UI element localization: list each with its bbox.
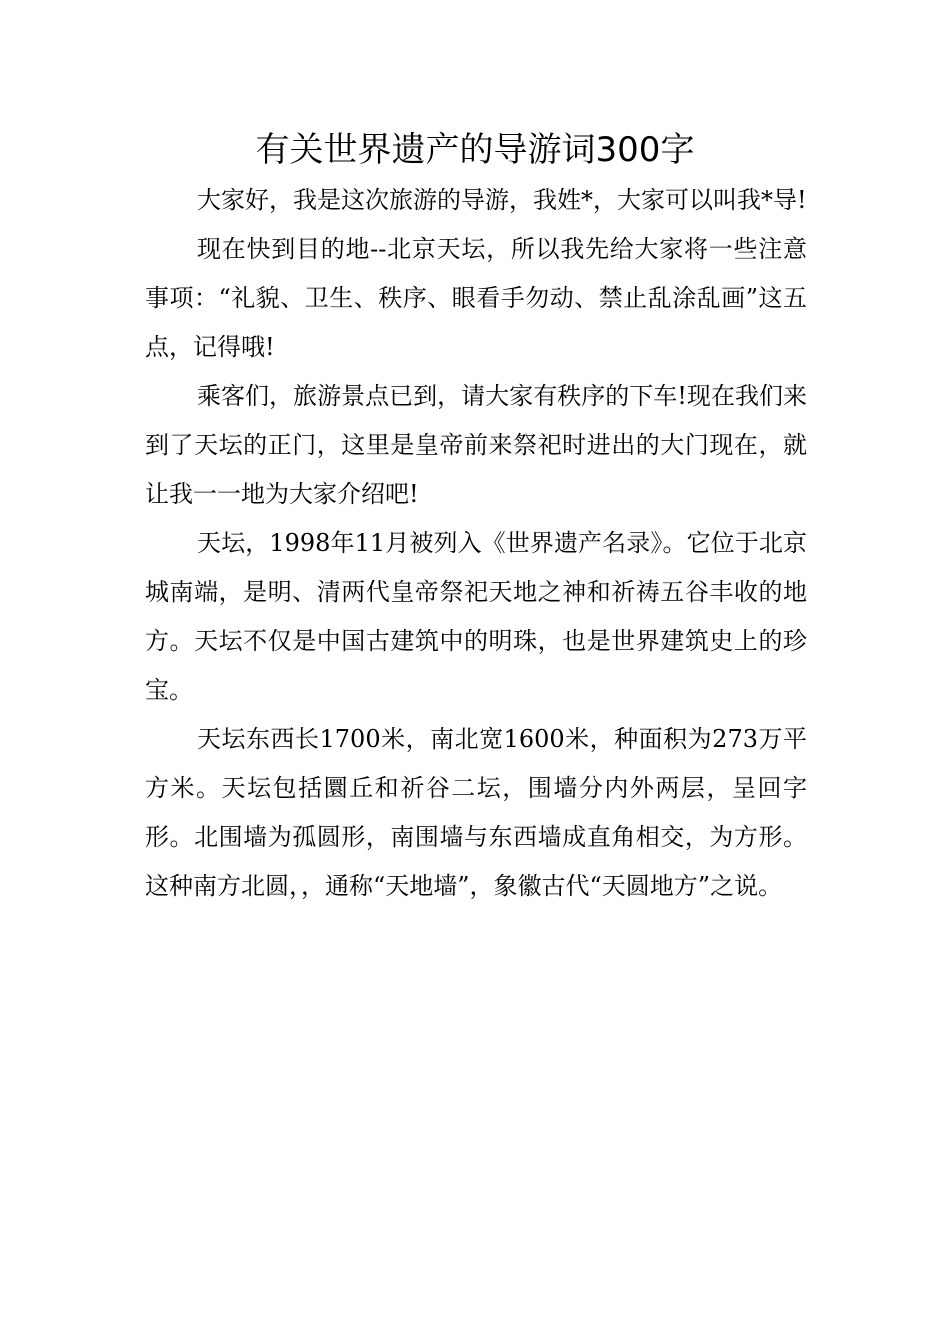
paragraph-arrival: 乘客们，旅游景点已到，请大家有秩序的下车!现在我们来到了天坛的正门，这里是皇帝前来祭祀时进出的大门现在，就让我一一地为大家介绍吧! (145, 382, 807, 508)
paragraph-notices: 现在快到目的地--北京天坛，所以我先给大家将一些注意事项：“礼貌、卫生、秩序、眼看手勿动、禁止乱涂乱画”这五点，记得哦! (145, 235, 807, 361)
paragraph-greeting: 大家好，我是这次旅游的导游，我姓*，大家可以叫我*导! (197, 186, 807, 214)
document-body (145, 176, 807, 911)
document-title: 有关世界遗产的导游词300字 (255, 130, 695, 170)
paragraph-heritage: 天坛，1998年11月被列入《世界遗产名录》。它位于北京城南端，是明、清两代皇帝祭祀天地之神和祈祷五谷丰收的地方。天坛不仅是中国古建筑中的明珠，也是世界建筑史上的珍宝。 (145, 529, 807, 704)
paragraph-dimensions: 天坛东西长1700米，南北宽1600米，种面积为273万平方米。天坛包括圜丘和祈谷二坛，围墙分内外两层，呈回字形。北围墙为孤圆形，南围墙与东西墙成直角相交，为方形。这种南方北圆，，通称“天地墙”，象徽古代“天圆地方”之说。 (145, 725, 807, 900)
